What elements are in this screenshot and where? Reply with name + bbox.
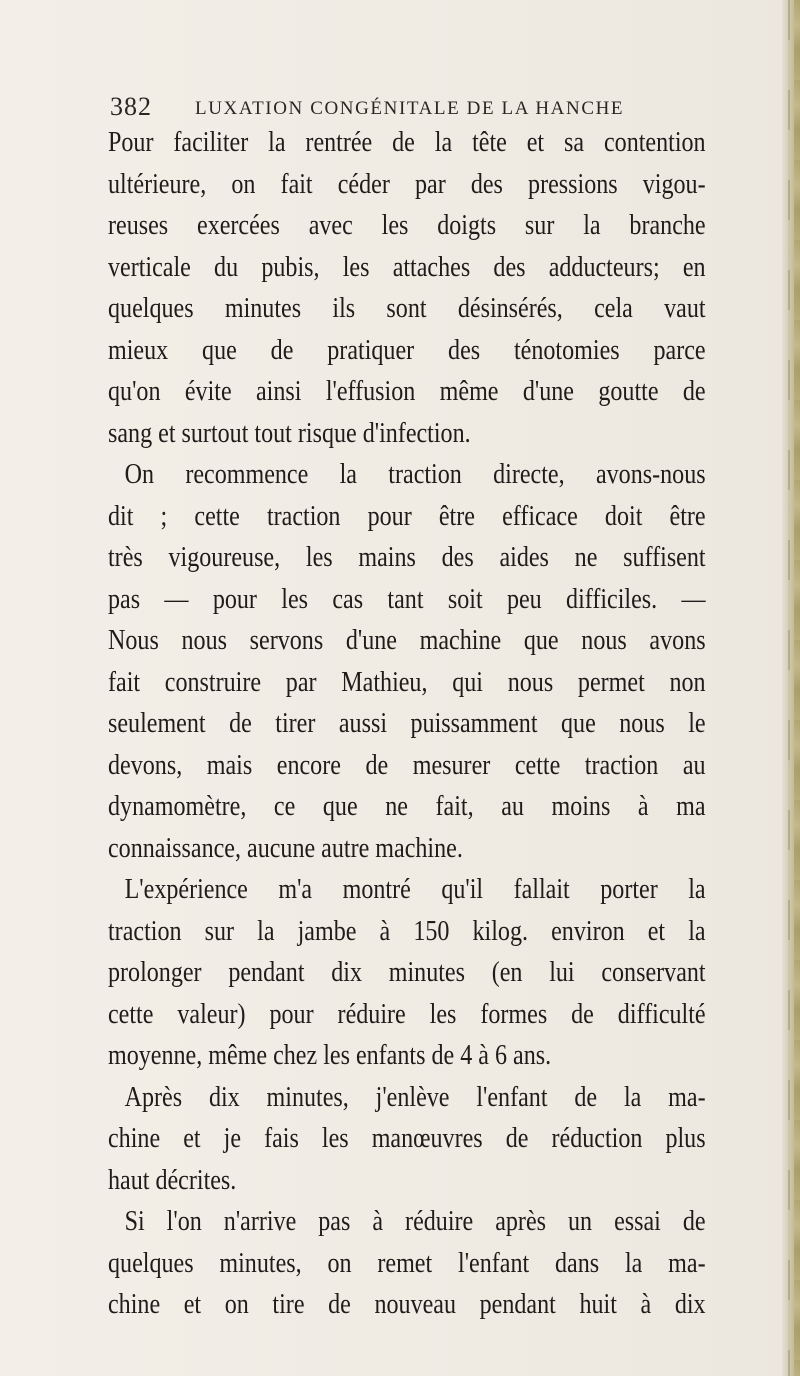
text-line: mieux que de pratiquer des ténotomies parce [108, 333, 706, 366]
text-line: pas — pour les cas tant soit peu difficiles. — [108, 582, 706, 615]
text-line: dynamomètre, ce que ne fait, au moins à ma [108, 790, 706, 822]
text-line: sang et surtout tout risque d'infection. [108, 416, 471, 449]
text-line: cette valeur) pour réduire les formes de difficulté [108, 997, 706, 1030]
text-line: haut décrites. [108, 1163, 237, 1196]
text-line: quelques minutes, on remet l'enfant dans la ma- [108, 1246, 706, 1279]
text-line: chine et on tire de nouveau pendant huit à dix [108, 1288, 706, 1320]
page-edge [782, 0, 800, 1376]
text-line: quelques minutes ils sont désinsérés, cela vaut [108, 292, 706, 324]
text-line: connaissance, aucune autre machine. [108, 831, 463, 864]
text-line: verticale du pubis, les attaches des adducteurs; en [108, 250, 706, 283]
text-line: prolonger pendant dix minutes (en lui conservant [108, 956, 706, 988]
text-line: très vigoureuse, les mains des aides ne suffisent [108, 541, 706, 573]
text-line: On recommence la traction directe, avons-nous [124, 458, 706, 490]
text-line: L'expérience m'a montré qu'il fallait porter la [124, 873, 706, 905]
text-line: reuses exercées avec les doigts sur la branche [108, 209, 706, 241]
text-line: devons, mais encore de mesurer cette traction au [108, 748, 706, 781]
text-line: fait construire par Mathieu, qui nous permet non [108, 665, 706, 698]
text-line: seulement de tirer aussi puissamment que nous le [108, 707, 706, 739]
text-line: qu'on évite ainsi l'effusion même d'une goutte de [108, 375, 706, 407]
text-line: Après dix minutes, j'enlève l'enfant de la ma- [124, 1080, 706, 1113]
page-number: 382 [110, 92, 152, 121]
text-line: moyenne, même chez les enfants de 4 à 6 ans. [108, 1039, 552, 1071]
body-text [108, 122, 708, 1326]
text-line: traction sur la jambe à 150 kilog. environ et la [108, 914, 706, 947]
running-title: LUXATION CONGÉNITALE DE LA HANCHE [195, 98, 625, 119]
text-line: chine et je fais les manœuvres de réduction plus [108, 1122, 706, 1154]
text-line: dit ; cette traction pour être efficace doit être [108, 499, 706, 532]
text-line: Nous nous servons d'une machine que nous avons [108, 624, 706, 656]
text-line: Si l'on n'arrive pas à réduire après un essai de [124, 1205, 706, 1237]
text-line: Pour faciliter la rentrée de la tête et sa contention [108, 126, 706, 158]
text-line: ultérieure, on fait céder par des pressions vigou- [108, 167, 706, 200]
